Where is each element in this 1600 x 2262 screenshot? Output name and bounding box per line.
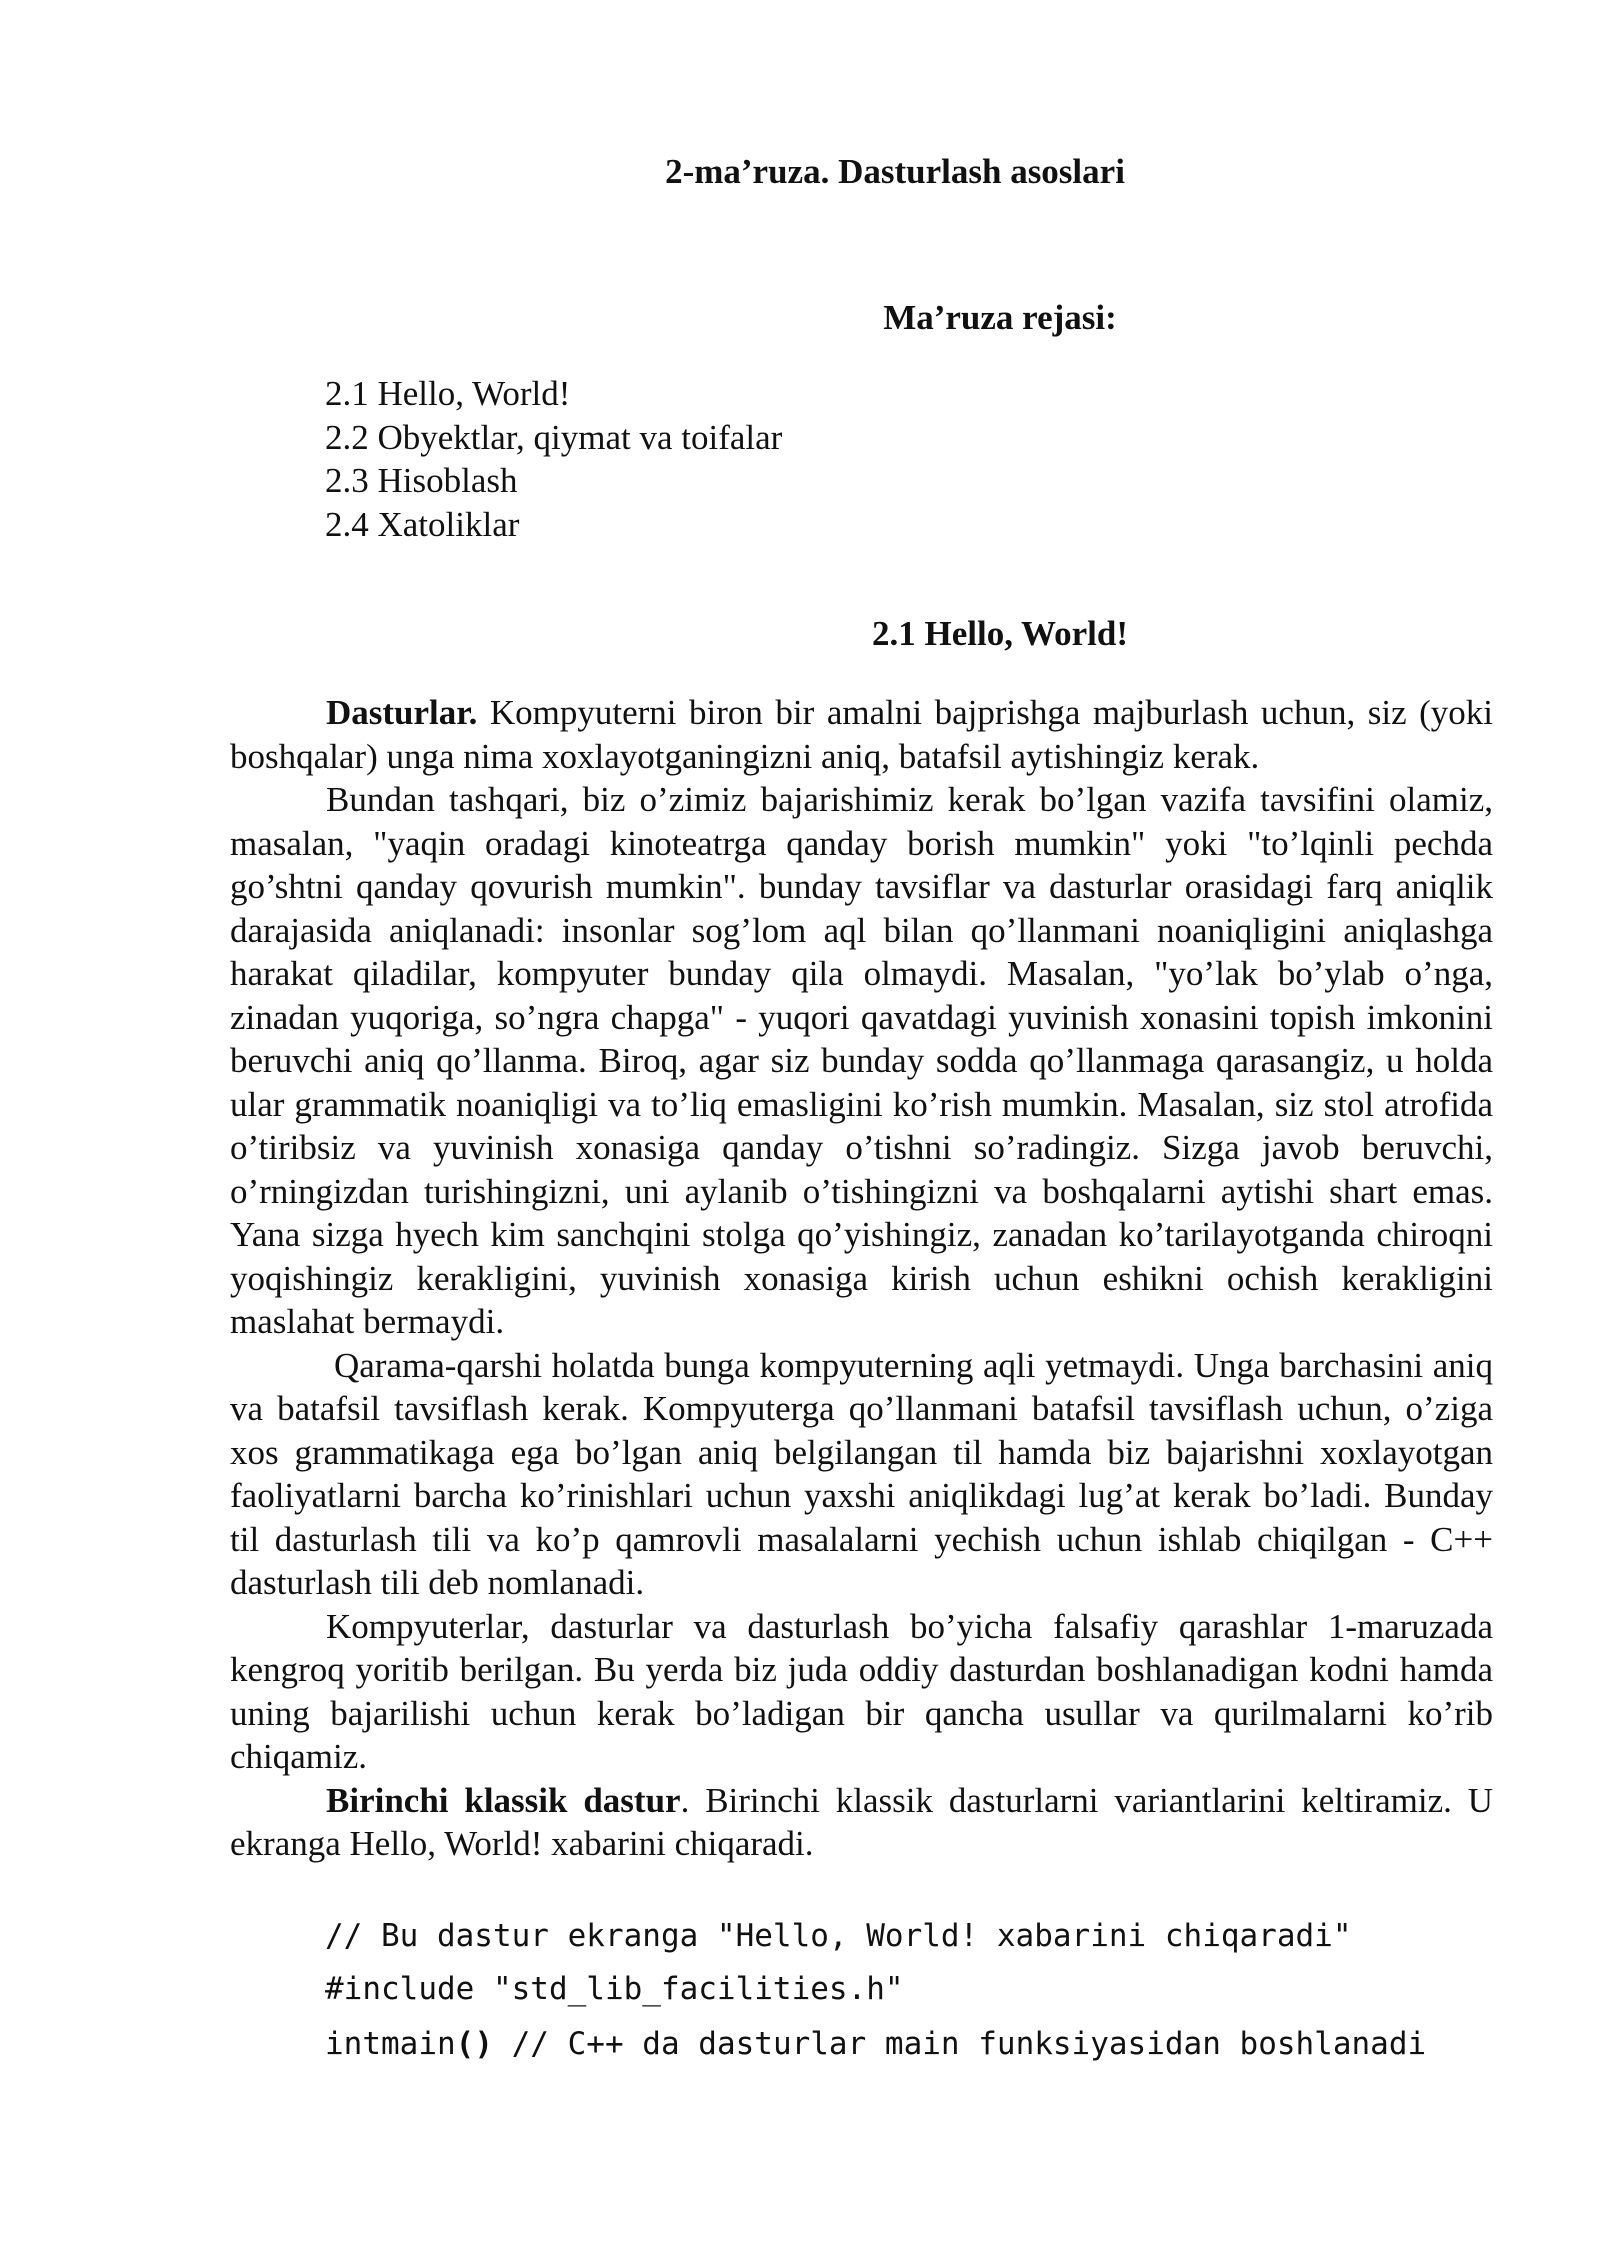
body-text	[230, 691, 1493, 1866]
code-line: // Bu dastur ekranga "Hello, World! xabarini chiqaradi"	[325, 1918, 1352, 1954]
code-parens: ()	[455, 2026, 493, 2062]
code-comment: // C++ da dasturlar main funksiyasidan boshlanadi	[492, 2026, 1427, 2062]
paragraph-text: . Birinchi klassik dasturlarni variantlarini keltiramiz. U ekranga Hello, World! xabarini chiqaradi.	[230, 1780, 1493, 1863]
code-token: intmain	[325, 2026, 456, 2062]
plan-item: 2.2 Obyektlar, qiymat va toifalar	[325, 417, 783, 457]
paragraph-text: Kompyuterni biron bir amalni bajprishga majburlash uchun, siz (yoki boshqalar) unga nima xoxlayotganingizni aniq, batafsil aytishingiz kerak.	[230, 693, 1493, 776]
plan-list	[325, 372, 782, 546]
paragraph: Bundan tashqari, biz o’zimiz bajarishimiz kerak bo’lgan vazifa tavsifini olamiz, masalan, "yaqin oradagi kinoteatrga qanday borish mumkin" yoki "to’lqinli pechda go’shtni qanday qovurish mumkin". bunday tavsiflar va dasturlar orasidagi farq aniqlik darajasida aniqlanadi: insonlar sog’lom aql bilan qo’llanmani noaniqligini aniqlashga harakat qiladilar, kompyuter bunday qila olmaydi. Masalan, "yo’lak bo’ylab o’nga, zinadan yuqoriga, so’ngra chapga" - yuqori qavatdagi yuvinish xonasini topish imkonini beruvchi aniq qo’llanma. Biroq, agar siz bunday sodda qo’llanmaga qarasangiz, u holda ular grammatik noaniqligi va to’liq emasligini ko’rish mumkin. Masalan, siz stol atrofida o’tiribsiz va yuvinish xonasiga qanday o’tishni so’radingiz. Sizga javob beruvchi, o’rningizdan turishingizni, uni aylanib o’tishingizni va boshqalarni aytishi shart emas. Yana sizga hyech kim sanchqini stolga qo’yishingiz, zanadan ko’tarilayotganda chiroqni yoqishingiz kerakligini, yuvinish xonasiga kirish uchun eshikni ochish kerakligini maslahat bermaydi.	[230, 780, 1493, 1341]
code-line: #include "std_lib_facilities.h"	[325, 1971, 904, 2007]
paragraph-lead: Birinchi klassik dastur	[326, 1780, 681, 1820]
paragraph	[230, 691, 1493, 778]
lecture-title: 2-ma’ruza. Dasturlash asoslari	[665, 152, 1125, 191]
paragraph	[230, 1779, 1493, 1866]
paragraph-lead: Dasturlar.	[326, 693, 478, 732]
plan-title: Ma’ruza rejasi:	[883, 298, 1117, 337]
plan-item: 2.3 Hisoblash	[325, 461, 518, 500]
paragraph: Kompyuterlar, dasturlar va dasturlash bo’yicha falsafiy qarashlar 1-maruzada kengroq yoritib berilgan. Bu yerda biz juda oddiy dasturdan boshlanadigan kodni hamda uning bajarilishi uchun kerak bo’ladigan bir qancha usullar va qurilmalarni ko’rib chiqamiz.	[230, 1606, 1493, 1776]
plan-item: 2.1 Hello, World!	[325, 374, 571, 413]
plan-item: 2.4 Xatoliklar	[325, 504, 520, 544]
paragraph: Qarama-qarshi holatda bunga kompyuterning aqli yetmaydi. Unga barchasini aniq va batafsil tavsiflash kerak. Kompyuterga qo’llanmani batafsil tavsiflash uchun, o’ziga xos grammatikaga ega bo’lgan aniq belgilangan til hamda biz bajarishni xoxlayotgan faoliyatlarni barcha ko’rinishlari uchun yaxshi aniqlikdagi lug’at kerak bo’ladi. Bunday til dasturlash tili va ko’p qamrovli masalalarni yechish uchun ishlab chiqilgan - C++ dasturlash tili deb nomlanadi.	[230, 1345, 1493, 1602]
code-line	[325, 2026, 1426, 2062]
section-title: 2.1 Hello, World!	[871, 614, 1129, 653]
